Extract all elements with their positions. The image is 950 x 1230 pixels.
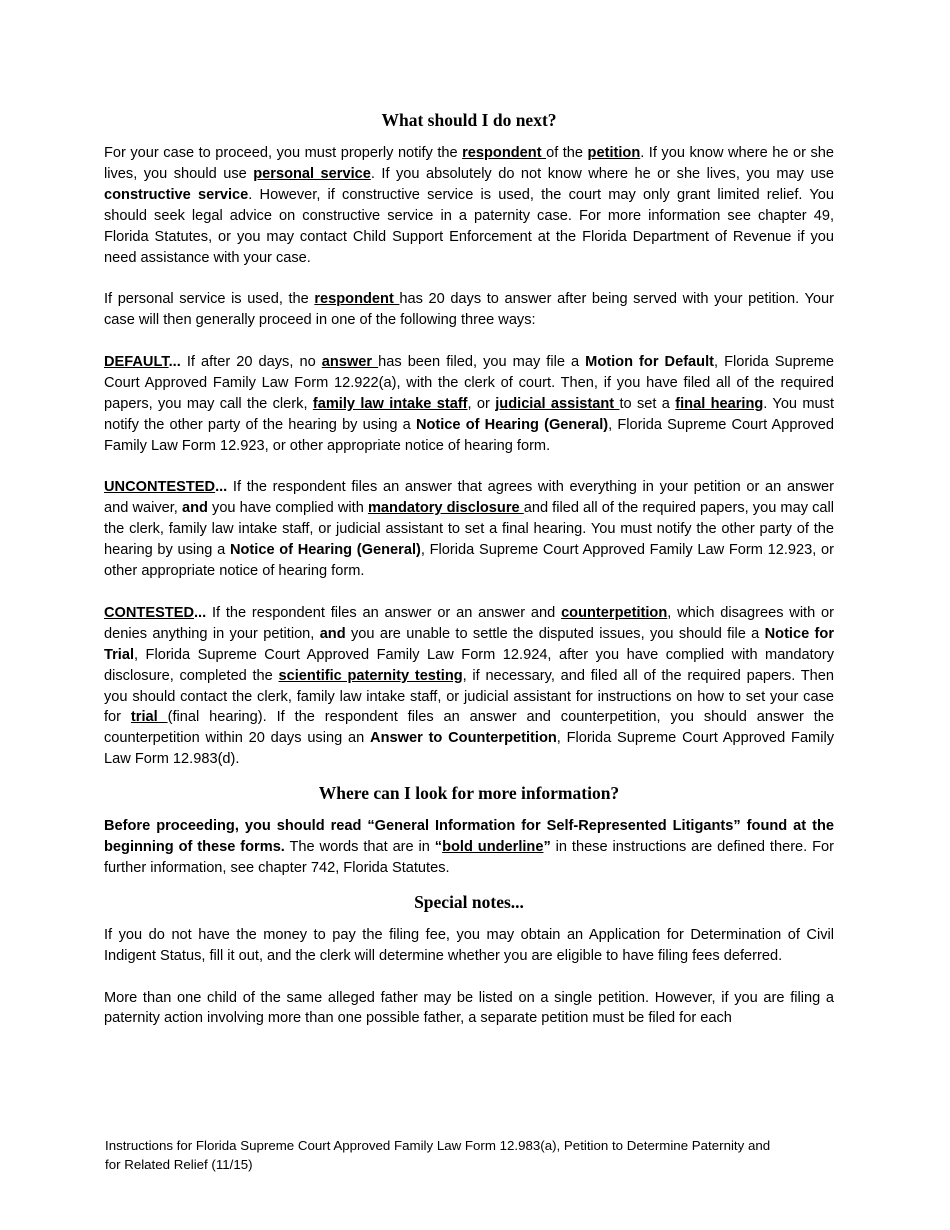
term-answer: answer xyxy=(321,354,379,371)
paragraph-notify: For your case to proceed, you must properly notify the respondent of the petition. If you know where he or she lives, you should use personal service. If you absolutely do not know where he or she lives, you may use constructive service. However, if constructive service is used, the court may only grant limited relief. You should seek legal advice on constructive service in a paternity case. For more information see chapter 49, Florida Statutes, or you may contact Child Support Enforcement at the Florida Department of Revenue if you need assistance with your case. xyxy=(104,145,834,266)
term-judicial-assistant: judicial assistant xyxy=(495,395,620,412)
label-default: DEFAULT xyxy=(104,354,169,371)
label-uncontested: UNCONTESTED xyxy=(104,479,216,496)
term-respondent: respondent xyxy=(462,145,547,161)
label-contested: CONTESTED xyxy=(104,604,194,621)
term-notice-hearing: Notice of Hearing (General) xyxy=(415,416,609,433)
paragraph-uncontested: UNCONTESTED... If the respondent files an answer that agrees with everything in your petition or an answer and waiver, and you have complied with mandatory disclosure and filed all of the required papers, you may call the clerk, family law intake staff, or judicial assistant to set a final hearing. You must notify the other party of the hearing by using a Notice of Hearing (General), Florida Supreme Court Approved Family Law Form 12.923, or other appropriate notice of hearing form. xyxy=(104,479,834,580)
heading-more-info: Where can I look for more information? xyxy=(318,783,620,804)
term-answer-counterpetition: Answer to Counterpetition xyxy=(370,730,557,747)
paragraph-filing-fee: If you do not have the money to pay the filing fee, you may obtain an Application for Determination of Civil Indigent Status, fill it out, and the clerk will determine whether you are eligible to have filing fees deferred. xyxy=(104,926,834,964)
document-body xyxy=(104,108,834,1029)
term-paternity-testing: scientific paternity testing xyxy=(278,667,463,684)
paragraph-personal-service: If personal service is used, the respondent has 20 days to answer after being served with your petition. Your case will then generally proceed in one of the following three ways: xyxy=(104,291,835,329)
term-trial: trial xyxy=(130,709,168,726)
footer-line-1: Instructions for Florida Supreme Court Approved Family Law Form 12.983(a), Petition to Determine Paternity and xyxy=(105,1138,771,1153)
term-respondent: respondent xyxy=(314,291,400,308)
heading-what-next: What should I do next? xyxy=(381,110,557,130)
paragraph-more-info: Before proceeding, you should read “General Information for Self-Represented Litigants” found at the beginning of these forms. The words that are in “bold underline” in these instructions are defined there. For further information, see chapter 742, Florida Statutes. xyxy=(104,818,835,876)
term-constructive-service: constructive service xyxy=(104,186,249,203)
term-final-hearing: final hearing xyxy=(675,395,764,412)
term-notice-hearing: Notice of Hearing (General) xyxy=(229,542,421,559)
page-footer xyxy=(105,1137,845,1174)
term-personal-service: personal service xyxy=(253,165,371,182)
term-intake-staff: family law intake staff xyxy=(312,395,468,412)
term-petition: petition xyxy=(587,145,641,161)
term-notice-trial: Notice for Trial xyxy=(104,625,834,663)
term-motion-default: Motion for Default xyxy=(585,354,715,371)
paragraph-default: DEFAULT... If after 20 days, no answer has been filed, you may file a Motion for Default, Florida Supreme Court Approved Family Law Form 12.922(a), with the clerk of court. Then, if you have filed all of the required papers, you may call the clerk, family law intake staff, or judicial assistant to set a final hearing. You must notify the other party of the hearing by using a Notice of Hearing (General), Florida Supreme Court Approved Family Law Form 12.923, or other appropriate notice of hearing form. xyxy=(104,354,835,454)
footer-line-2: for Related Relief (11/15) xyxy=(105,1156,253,1172)
paragraph-contested: CONTESTED... If the respondent files an answer or an answer and counterpetition, which disagrees with or denies anything in your petition, and you are unable to settle the disputed issues, you should file a Notice for Trial, Florida Supreme Court Approved Family Law Form 12.924, after you have complied with mandatory disclosure, completed the scientific paternity testing, if necessary, and filed all of the required papers. Then you should contact the clerk, family law intake staff, or judicial assistant for instructions on how to set your case for trial (final hearing). If the respondent files an answer and counterpetition, you should answer the counterpetition within 20 days using an Answer to Counterpetition, Florida Supreme Court Approved Family Law Form 12.983(d). xyxy=(104,604,834,768)
term-mandatory-disclosure: mandatory disclosure xyxy=(367,500,524,517)
heading-special-notes: Special notes... xyxy=(414,891,524,912)
term-bold-underline: bold underline xyxy=(442,839,544,856)
paragraph-multiple-children: More than one child of the same alleged father may be listed on a single petition. However, if you are filing a paternity action involving more than one possible father, a separate petition must be filed for each xyxy=(104,989,834,1027)
term-counterpetition: counterpetition xyxy=(561,604,668,621)
